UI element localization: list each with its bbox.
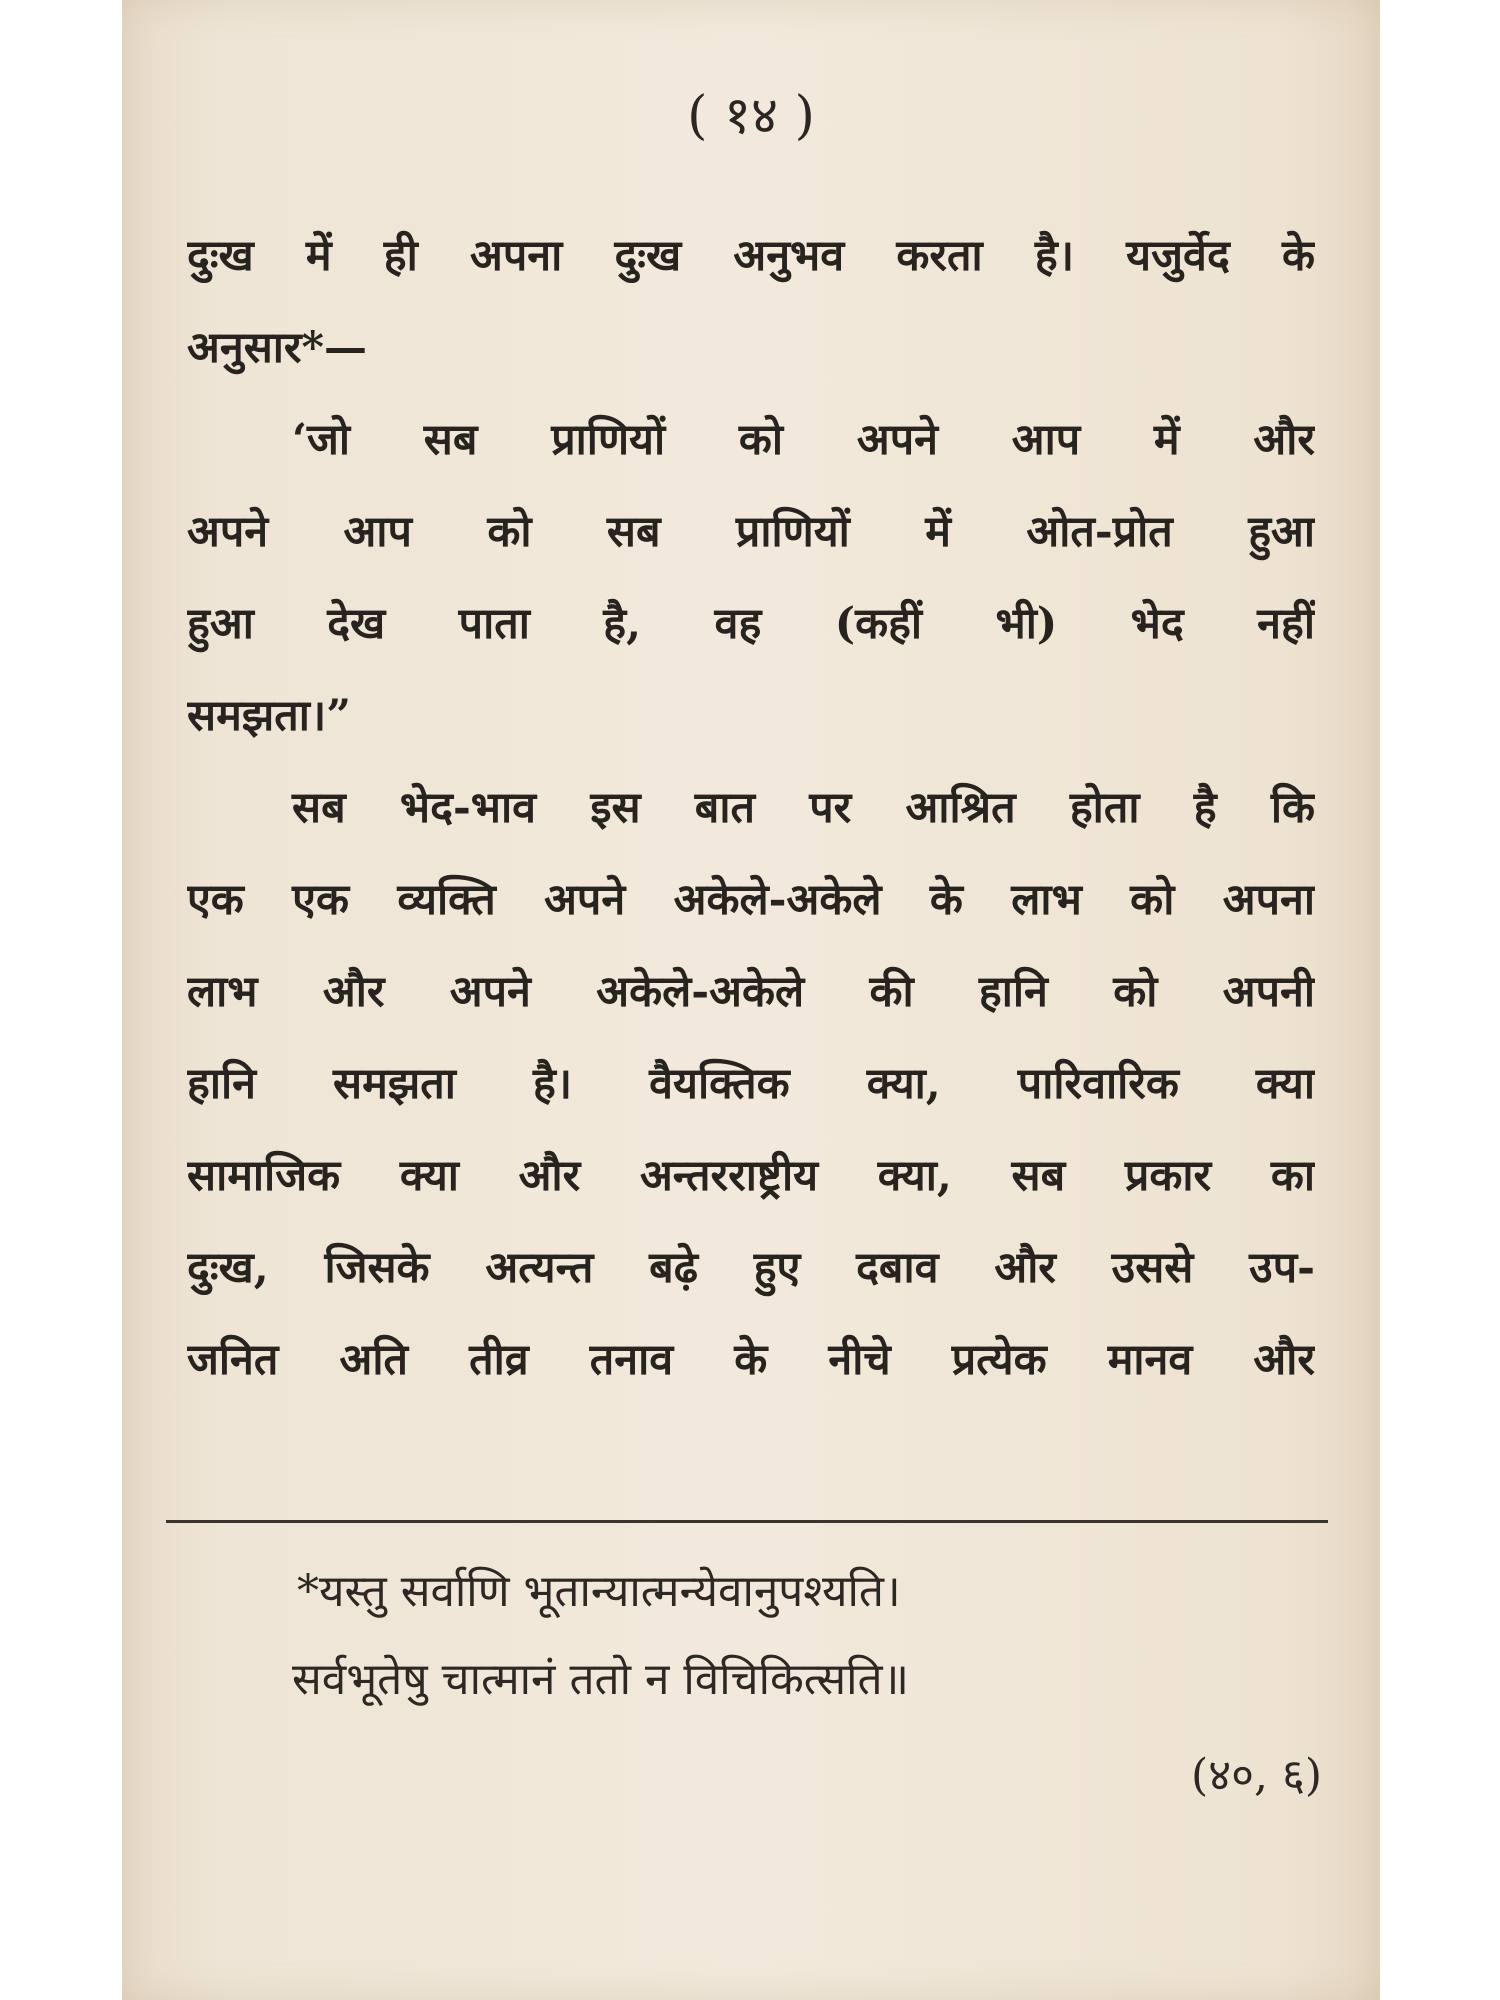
text-line: समझता।”	[187, 691, 351, 741]
footnote-line: *यस्तु सर्वाणि भूतान्यात्मन्येवानुपश्यति।	[297, 1566, 901, 1617]
footnote-divider	[166, 1520, 1328, 1523]
text-line: सामाजिक क्या और अन्तरराष्ट्रीय क्या, सब प्रकार का	[187, 1151, 1315, 1201]
text-line: लाभ और अपने अकेले-अकेले की हानि को अपनी	[187, 967, 1315, 1017]
page-number: ( १४ )	[687, 86, 815, 146]
text-line: सब भेद-भाव इस बात पर आश्रित होता है कि	[292, 783, 1315, 833]
text-line: हुआ देख पाता है, वह (कहीं भी) भेद नहीं	[187, 599, 1315, 649]
text-line: दुःख में ही अपना दुःख अनुभव करता है। यजुर्वेद के	[187, 231, 1315, 281]
text-line: अनुसार*—	[187, 323, 367, 373]
footnote	[122, 1548, 1380, 1820]
text-line: हानि समझता है। वैयक्तिक क्या, पारिवारिक क्या	[187, 1059, 1315, 1109]
text-line: एक एक व्यक्ति अपने अकेले-अकेले के लाभ को अपना	[187, 875, 1315, 925]
body-text	[187, 210, 1315, 1406]
footnote-reference: (४०, ६)	[1191, 1750, 1322, 1801]
text-line: दुःख, जिसके अत्यन्त बढ़े हुए दबाव और उससे उप-	[187, 1243, 1315, 1293]
text-line: जनित अति तीव्र तनाव के नीचे प्रत्येक मानव और	[187, 1335, 1315, 1385]
text-line: अपने आप को सब प्राणियों में ओत-प्रोत हुआ	[187, 507, 1315, 557]
text-line: ‘जो सब प्राणियों को अपने आप में और	[292, 415, 1315, 465]
footnote-line: सर्वभूतेषु चात्मानं ततो न विचिकित्सति॥	[292, 1654, 909, 1705]
book-page	[122, 0, 1380, 2000]
